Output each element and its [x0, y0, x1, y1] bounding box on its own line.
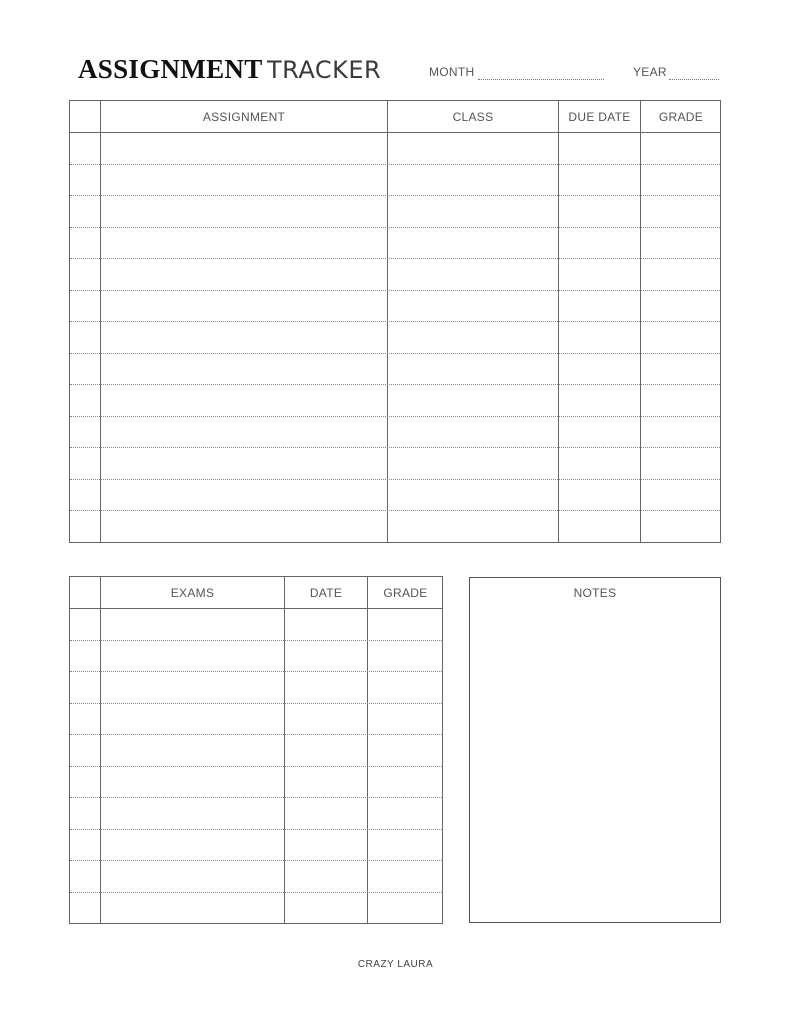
row-divider [70, 671, 442, 672]
row-divider [70, 353, 720, 354]
month-field[interactable] [478, 79, 604, 80]
header-class: CLASS [452, 109, 494, 124]
row-divider [70, 640, 442, 641]
row-divider [70, 860, 442, 861]
row-divider [70, 164, 720, 165]
row-divider [70, 258, 720, 259]
row-divider [70, 734, 442, 735]
notes-title: NOTES [573, 586, 617, 600]
row-divider [70, 892, 442, 893]
row-divider [70, 195, 720, 196]
header-divider [70, 608, 442, 609]
row-divider [70, 797, 442, 798]
row-divider [70, 384, 720, 385]
footer-credit: CRAZY LAURA [357, 959, 434, 970]
row-divider [70, 766, 442, 767]
row-divider [70, 479, 720, 480]
month-label: MONTH [429, 65, 475, 79]
page-title-light: TRACKER [267, 56, 382, 84]
row-divider [70, 321, 720, 322]
header-divider [70, 132, 720, 133]
row-divider [70, 510, 720, 511]
header-grade: GRADE [658, 109, 704, 124]
page-title-bold: ASSIGNMENT [78, 54, 263, 84]
year-field[interactable] [669, 79, 719, 80]
row-divider [70, 703, 442, 704]
exams-table [69, 576, 443, 924]
year-label: YEAR [633, 65, 667, 79]
column-divider [367, 577, 368, 923]
header-exam-grade: GRADE [383, 585, 428, 600]
notes-box[interactable] [469, 577, 721, 923]
row-divider [70, 447, 720, 448]
row-divider [70, 416, 720, 417]
row-divider [70, 227, 720, 228]
header-assignment: ASSIGNMENT [202, 109, 286, 124]
row-divider [70, 290, 720, 291]
row-divider [70, 829, 442, 830]
header-exams: EXAMS [170, 585, 215, 600]
header-date: DATE [309, 585, 343, 600]
column-divider [284, 577, 285, 923]
assignment-table [69, 100, 721, 543]
header-due-date: DUE DATE [568, 109, 631, 124]
column-divider [100, 577, 101, 923]
